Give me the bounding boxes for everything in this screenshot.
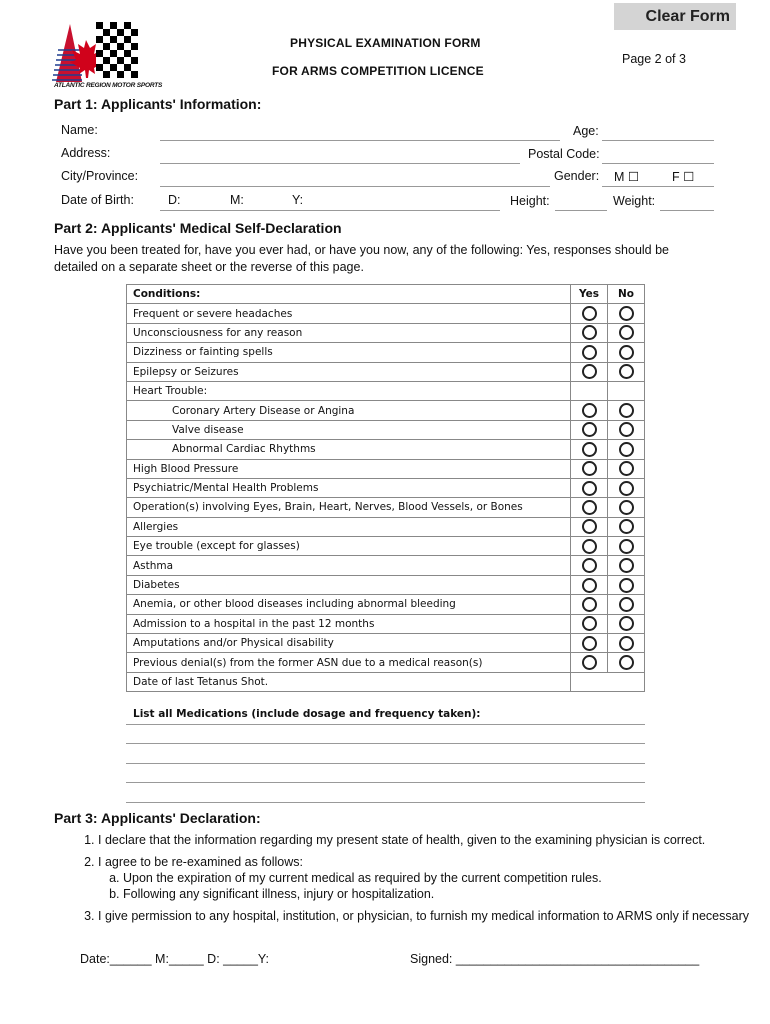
table-row [127, 575, 645, 594]
table-row [127, 478, 645, 497]
declaration-item-3: 3. I give permission to any hospital, institution, or physician, to furnish my medical information to ARMS only if necessary [98, 908, 770, 924]
declaration-item-2a: a. Upon the expiration of my current medical as required by the current competition rules. [123, 870, 770, 886]
part2-intro: Have you been treated for, have you ever had, or have you now, any of the following: Yes, responses should be detailed on a separate sheet or the reverse of this page. [54, 243, 669, 274]
no-radio[interactable] [619, 461, 634, 476]
yes-radio[interactable] [582, 616, 597, 631]
no-radio[interactable] [619, 519, 634, 534]
age-label: Age: [573, 124, 599, 138]
medications-line-5[interactable] [126, 802, 645, 803]
dob-field[interactable] [160, 210, 500, 211]
medications-line-2[interactable] [126, 743, 645, 744]
medications-line-1[interactable] [126, 724, 645, 725]
condition-label: Allergies [127, 517, 571, 536]
yes-radio[interactable] [582, 539, 597, 554]
weight-label: Weight: [613, 194, 656, 208]
checkered-flag-icon [96, 22, 140, 82]
no-radio[interactable] [619, 442, 634, 457]
table-row [127, 556, 645, 575]
table-row [127, 420, 645, 439]
yes-radio[interactable] [582, 442, 597, 457]
table-row [127, 362, 645, 381]
no-header: No [608, 285, 645, 304]
no-radio[interactable] [619, 325, 634, 340]
table-row [127, 381, 645, 400]
form-title-line1: PHYSICAL EXAMINATION FORM [290, 36, 481, 50]
table-row [127, 401, 645, 420]
no-radio[interactable] [619, 655, 634, 670]
postal-code-label: Postal Code: [528, 147, 600, 161]
no-radio[interactable] [619, 306, 634, 321]
yes-radio[interactable] [582, 558, 597, 573]
address-field[interactable] [160, 163, 520, 164]
yes-radio[interactable] [582, 481, 597, 496]
no-radio[interactable] [619, 481, 634, 496]
condition-label: Coronary Artery Disease or Angina [127, 401, 571, 420]
age-field[interactable] [602, 140, 714, 141]
no-radio[interactable] [619, 597, 634, 612]
declaration-list [60, 832, 770, 930]
condition-label: Asthma [127, 556, 571, 575]
signature-field[interactable]: Signed: ___________________________________ [410, 952, 700, 966]
yes-radio[interactable] [582, 578, 597, 593]
condition-label: Anemia, or other blood diseases including abnormal bleeding [127, 595, 571, 614]
table-header-row [127, 285, 645, 304]
page-number: Page 2 of 3 [622, 52, 686, 66]
yes-radio[interactable] [582, 597, 597, 612]
clear-form-button[interactable]: Clear Form [614, 3, 736, 30]
conditions-header: Conditions: [127, 285, 571, 304]
table-row [127, 343, 645, 362]
condition-label: Previous denial(s) from the former ASN due to a medical reason(s) [127, 653, 571, 672]
no-radio[interactable] [619, 345, 634, 360]
weight-field[interactable] [660, 210, 714, 211]
condition-label: Diabetes [127, 575, 571, 594]
condition-label: Amputations and/or Physical disability [127, 634, 571, 653]
condition-label: Unconsciousness for any reason [127, 323, 571, 342]
city-province-label: City/Province: [61, 169, 139, 183]
medications-label: List all Medications (include dosage and frequency taken): [133, 708, 481, 720]
table-row [127, 323, 645, 342]
declaration-item-2b: b. Following any significant illness, injury or hospitalization. [123, 886, 770, 902]
no-radio[interactable] [619, 422, 634, 437]
gender-underline [602, 186, 714, 187]
condition-label: Eye trouble (except for glasses) [127, 537, 571, 556]
yes-radio[interactable] [582, 519, 597, 534]
condition-label: Admission to a hospital in the past 12 months [127, 614, 571, 633]
declaration-item-2 [98, 854, 770, 902]
gender-m-checkbox[interactable]: M ☐ [614, 170, 640, 184]
conditions-table [126, 284, 645, 692]
no-radio[interactable] [619, 500, 634, 515]
no-radio[interactable] [619, 636, 634, 651]
table-row [127, 653, 645, 672]
address-label: Address: [61, 146, 111, 160]
yes-header: Yes [571, 285, 608, 304]
condition-label: Dizziness or fainting spells [127, 343, 571, 362]
condition-label: Abnormal Cardiac Rhythms [127, 440, 571, 459]
no-radio[interactable] [619, 539, 634, 554]
condition-label: Epilepsy or Seizures [127, 362, 571, 381]
yes-radio[interactable] [582, 500, 597, 515]
name-field[interactable] [160, 140, 560, 141]
medications-line-3[interactable] [126, 763, 645, 764]
part3-heading: Part 3: Applicants' Declaration: [54, 810, 261, 826]
dob-month-label: M: [230, 193, 244, 207]
medications-line-4[interactable] [126, 782, 645, 783]
dob-year-label: Y: [292, 193, 304, 207]
table-row [127, 498, 645, 517]
no-radio[interactable] [619, 616, 634, 631]
condition-label: Operation(s) involving Eyes, Brain, Heart, Nerves, Blood Vessels, or Bones [127, 498, 571, 517]
name-label: Name: [61, 123, 98, 137]
table-row [127, 634, 645, 653]
date-field[interactable]: Date:______ M:_____ D: _____Y: [80, 952, 270, 966]
condition-label: Date of last Tetanus Shot. [127, 672, 571, 691]
condition-label: Frequent or severe headaches [127, 304, 571, 323]
city-province-field[interactable] [160, 186, 550, 187]
yes-radio[interactable] [582, 306, 597, 321]
yes-radio[interactable] [582, 403, 597, 418]
table-row [127, 304, 645, 323]
table-row [127, 537, 645, 556]
condition-label: Psychiatric/Mental Health Problems [127, 478, 571, 497]
table-row [127, 595, 645, 614]
table-row [127, 672, 645, 691]
part2-heading: Part 2: Applicants' Medical Self-Declaration [54, 220, 342, 236]
gender-f-checkbox[interactable]: F ☐ [672, 170, 695, 184]
table-row [127, 459, 645, 478]
yes-radio[interactable] [582, 364, 597, 379]
postal-code-field[interactable] [602, 163, 714, 164]
declaration-sublist [98, 870, 770, 902]
condition-label: Valve disease [127, 420, 571, 439]
table-row [127, 517, 645, 536]
no-radio[interactable] [619, 578, 634, 593]
no-radio[interactable] [619, 403, 634, 418]
height-label: Height: [510, 194, 550, 208]
yes-radio[interactable] [582, 655, 597, 670]
no-radio[interactable] [619, 364, 634, 379]
part1-heading: Part 1: Applicants' Information: [54, 96, 262, 112]
logo-text: ATLANTIC REGION MOTOR SPORTS [54, 82, 163, 89]
condition-label: High Blood Pressure [127, 459, 571, 478]
dob-day-label: D: [168, 193, 181, 207]
dob-label: Date of Birth: [61, 193, 134, 207]
tetanus-date-field[interactable] [571, 672, 645, 691]
yes-radio[interactable] [582, 461, 597, 476]
table-row [127, 614, 645, 633]
height-field[interactable] [555, 210, 607, 211]
yes-radio[interactable] [582, 636, 597, 651]
condition-label: Heart Trouble: [127, 381, 571, 400]
form-title-line2: FOR ARMS COMPETITION LICENCE [272, 64, 484, 78]
declaration-item-2-text: I agree to be re-examined as follows: [98, 855, 303, 869]
declaration-item-1: 1. I declare that the information regarding my present state of health, given to the examining physician is correct. [98, 832, 770, 848]
no-radio[interactable] [619, 558, 634, 573]
gender-label: Gender: [554, 169, 600, 183]
table-row [127, 440, 645, 459]
yes-radio[interactable] [582, 325, 597, 340]
yes-radio[interactable] [582, 422, 597, 437]
yes-radio[interactable] [582, 345, 597, 360]
